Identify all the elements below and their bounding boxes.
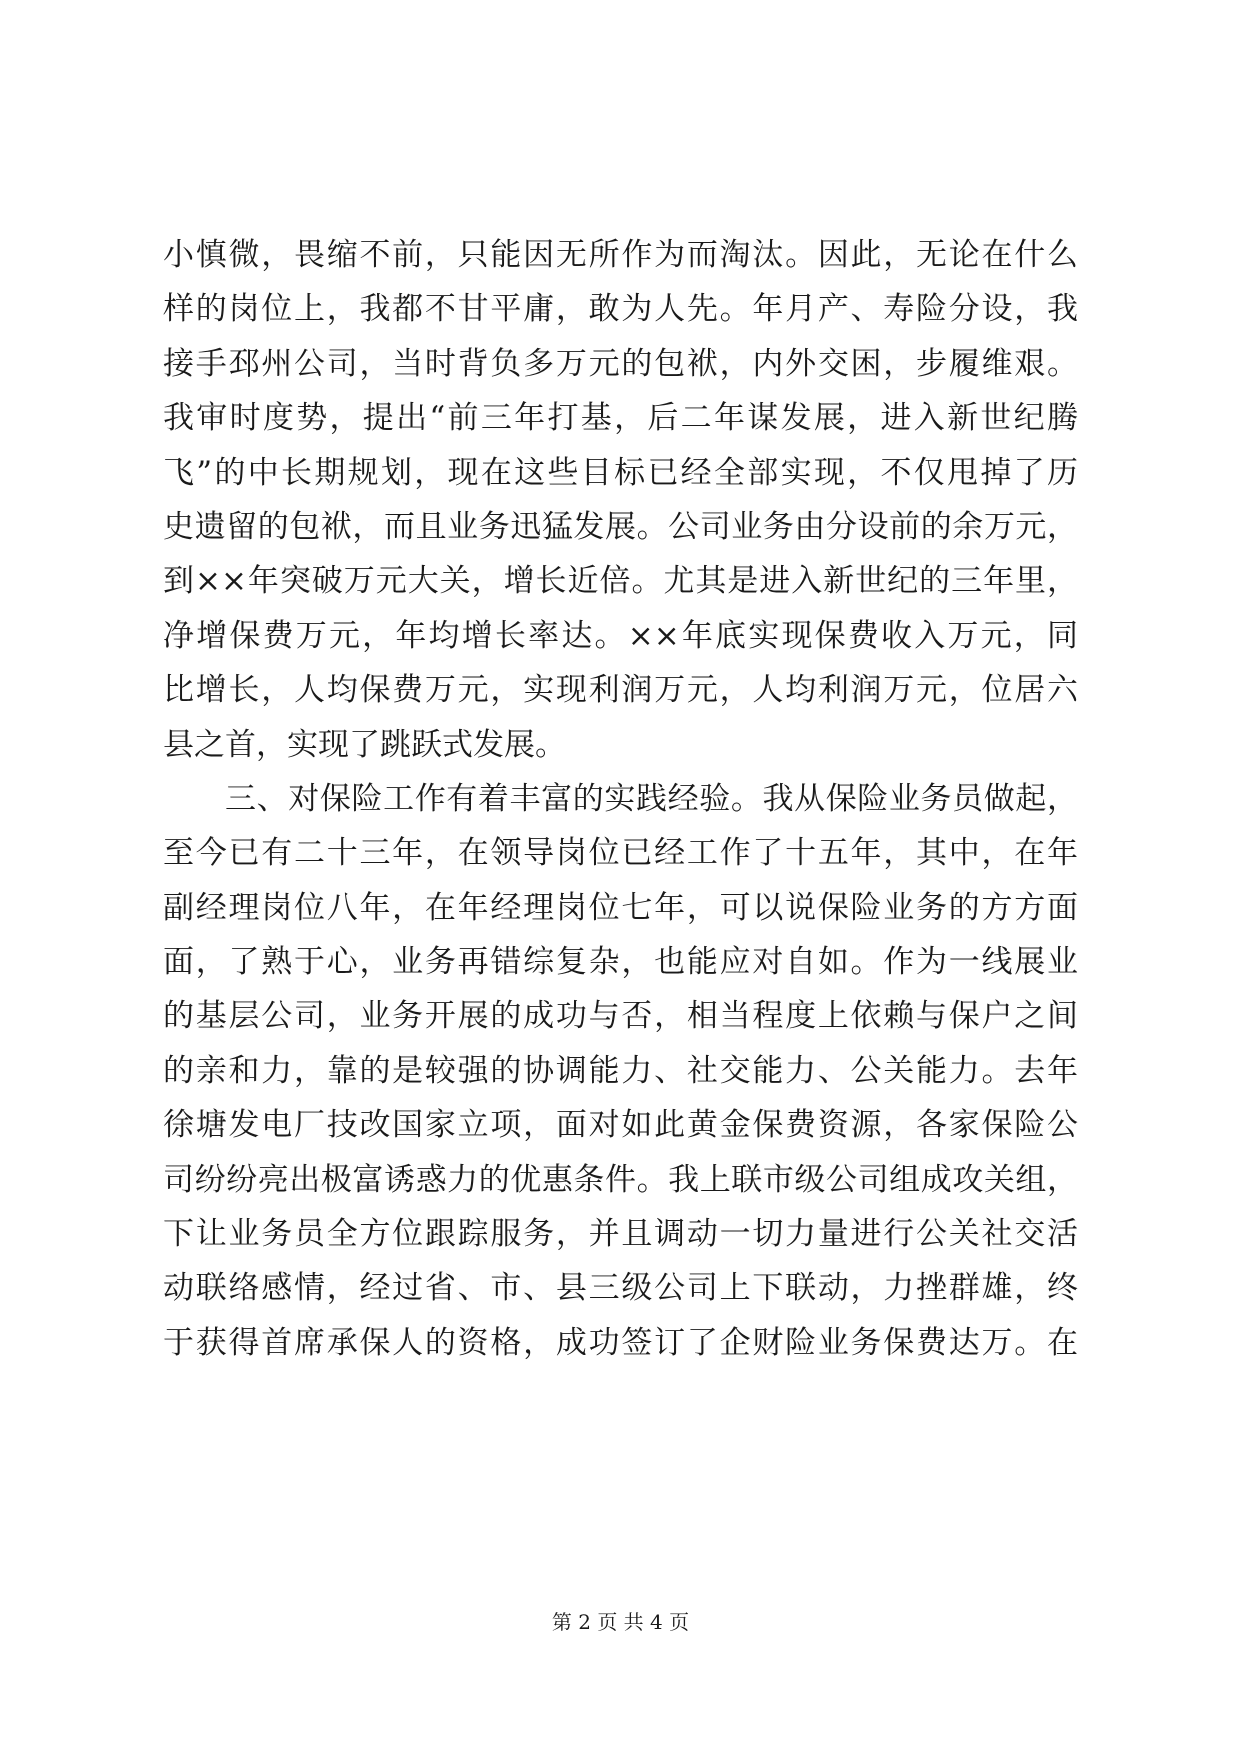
text-line: 我审时度势，提出“前三年打基，后二年谋发展，进入新世纪腾 xyxy=(163,400,1078,437)
text-line: 的基层公司，业务开展的成功与否，相当程度上依赖与保户之间 xyxy=(163,998,1078,1035)
text-line: 县之首，实现了跳跃式发展。 xyxy=(163,726,566,763)
text-line: 副经理岗位八年，在年经理岗位七年，可以说保险业务的方方面 xyxy=(163,889,1078,926)
text-line: 样的岗位上，我都不甘平庸，敢为人先。年月产、寿险分设，我 xyxy=(163,291,1078,328)
text-line: 于获得首席承保人的资格，成功签订了企财险业务保费达万。在 xyxy=(163,1324,1078,1361)
text-line: 飞”的中长期规划，现在这些目标已经全部实现，不仅甩掉了历 xyxy=(163,454,1078,491)
text-line: 的亲和力，靠的是较强的协调能力、社交能力、公关能力。去年 xyxy=(163,1052,1078,1089)
text-line: 三、对保险工作有着丰富的实践经验。我从保险业务员做起， xyxy=(225,780,1078,817)
text-line: 至今已有二十三年，在领导岗位已经工作了十五年，其中，在年 xyxy=(163,835,1078,872)
text-line: 史遗留的包袱，而且业务迅猛发展。公司业务由分设前的余万元， xyxy=(163,508,1078,545)
body-text xyxy=(163,228,1078,1370)
text-line: 司纷纷亮出极富诱惑力的优惠条件。我上联市级公司组成攻关组， xyxy=(163,1161,1078,1198)
page-number-footer: 第 2 页 共 4 页 xyxy=(551,1610,690,1634)
text-line: 小慎微，畏缩不前，只能因无所作为而淘汰。因此，无论在什么 xyxy=(163,237,1078,273)
text-line: 到××年突破万元大关，增长近倍。尤其是进入新世纪的三年里， xyxy=(163,563,1078,600)
text-line: 净增保费万元，年均增长率达。××年底实现保费收入万元，同 xyxy=(163,617,1078,654)
text-line: 动联络感情，经过省、市、县三级公司上下联动，力挫群雄，终 xyxy=(163,1270,1078,1307)
text-line: 徐塘发电厂技改国家立项，面对如此黄金保费资源，各家保险公 xyxy=(163,1107,1078,1144)
text-line: 下让业务员全方位跟踪服务，并且调动一切力量进行公关社交活 xyxy=(163,1216,1078,1253)
text-line: 面，了熟于心，业务再错综复杂，也能应对自如。作为一线展业 xyxy=(163,944,1078,981)
text-line: 接手邳州公司，当时背负多万元的包袱，内外交困，步履维艰。 xyxy=(163,345,1078,382)
text-line: 比增长，人均保费万元，实现利润万元，人均利润万元，位居六 xyxy=(163,672,1078,709)
